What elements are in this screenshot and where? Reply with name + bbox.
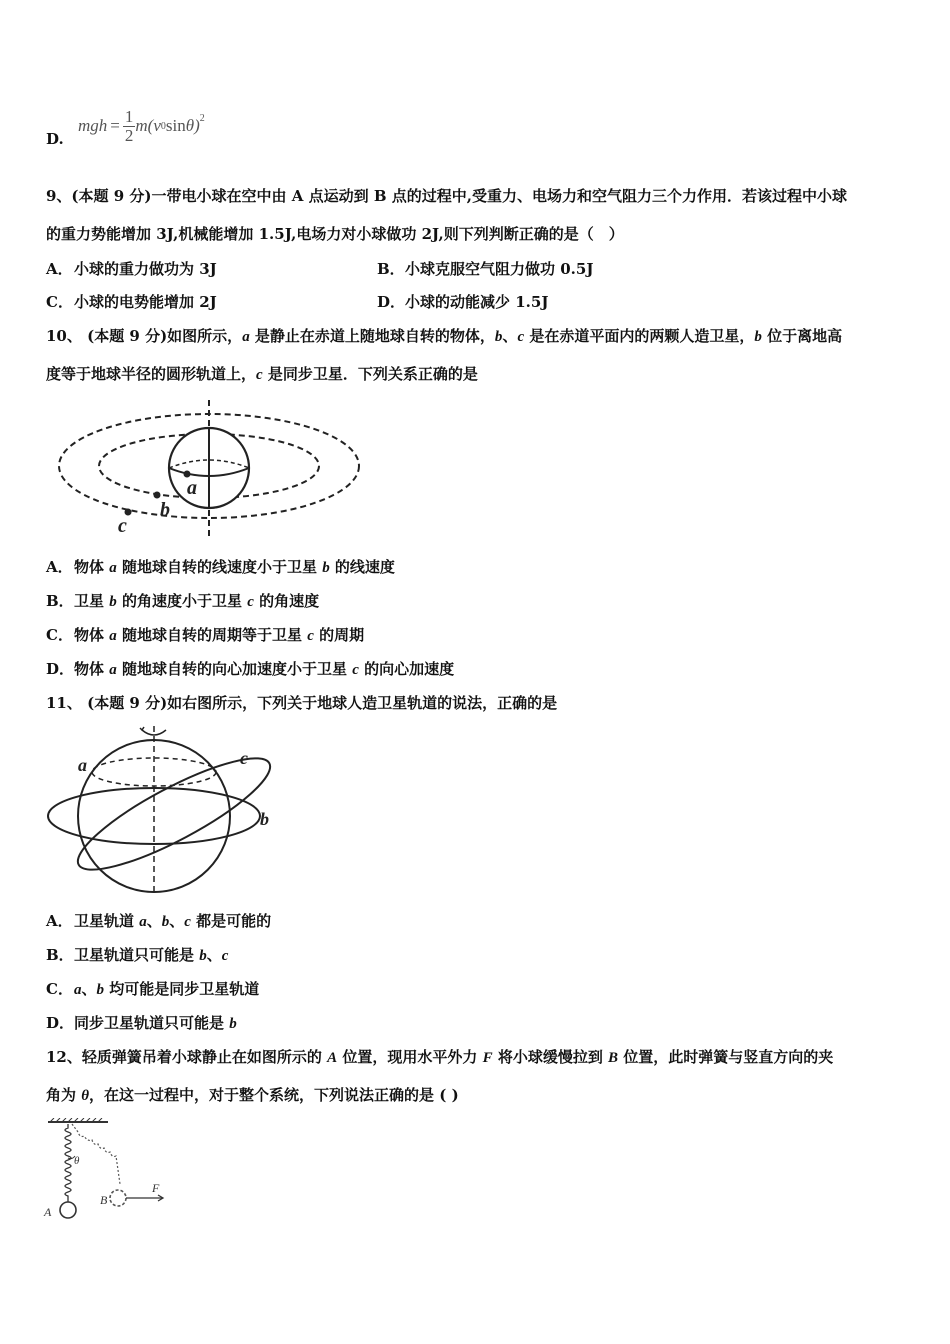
q12-ball-b — [110, 1190, 126, 1206]
q9-line-2: 的重力势能增加 3J,机械能增加 1.5J,电场力对小球做功 2J,则下列判断正确的是（ ） — [46, 225, 624, 243]
q12-spring-vertical — [65, 1124, 71, 1202]
q10-option-a: A．物体 a 随地球自转的线速度小于卫星 b 的线速度 — [46, 558, 395, 576]
q12-spring-figure — [42, 1118, 172, 1224]
q10-point-b — [154, 492, 161, 499]
q12-ball-a — [60, 1202, 76, 1218]
q10-label-b: b — [160, 499, 170, 521]
q9-line-1: 9、(本题 9 分)一带电小球在空中由 A 点运动到 B 点的过程中,受重力、电场力和空气阻力三个力作用．若该过程中小球 — [46, 187, 847, 205]
q12-spring-tilted — [72, 1124, 120, 1184]
q12-label-b: B — [100, 1193, 108, 1207]
q11-satellite-orbit-figure — [44, 720, 284, 898]
q12-label-theta: θ — [74, 1155, 80, 1167]
q10-option-b: B．卫星 b 的角速度小于卫星 c 的角速度 — [46, 592, 320, 610]
q11-label-c: c — [240, 748, 248, 768]
q12-line-1: 12、轻质弹簧吊着小球静止在如图所示的 A 位置，现用水平外力 F 将小球缓慢拉到 B 位置，此时弹簧与竖直方向的夹 — [46, 1048, 834, 1066]
q10-label-a: a — [187, 477, 197, 499]
q11-label-b: b — [260, 809, 269, 829]
q10-orbit-figure — [52, 398, 362, 538]
q11-option-c: C．a、b 均可能是同步卫星轨道 — [46, 980, 260, 998]
q12-line-2: 角为 θ，在这一过程中，对于整个系统，下列说法正确的是 ( ) — [46, 1086, 459, 1104]
q11-option-a: A．卫星轨道 a、b、c 都是可能的 — [46, 912, 272, 930]
q10-label-c: c — [118, 515, 127, 537]
q11-label-a: a — [78, 755, 87, 775]
q9-option-a: A．小球的重力做功为 3J — [46, 260, 217, 278]
q8-formula: mgh = $\frac{1}{2}$ m( v 0 sin θ ) $^2$ — [78, 106, 205, 145]
q11-option-d: D．同步卫星轨道只可能是 b — [46, 1014, 237, 1032]
q12-label-a: A — [44, 1205, 52, 1219]
q8-fraction: $\frac{1}{2}$ — [124, 106, 134, 145]
q10-line-1: 10、 (本题 9 分)如图所示，a 是静止在赤道上随地球自转的物体，b、c 是在赤道平面内的两颗人造卫星，b 位于离地高 — [46, 327, 843, 345]
q10-option-c: C．物体 a 随地球自转的周期等于卫星 c 的周期 — [46, 626, 365, 644]
q9-option-d: D．小球的动能减少 1.5J — [377, 293, 549, 311]
q12-label-f: F — [152, 1181, 160, 1195]
q9-option-b: B．小球克服空气阻力做功 0.5J — [377, 260, 594, 278]
q10-line-2: 度等于地球半径的圆形轨道上，c 是同步卫星．下列关系正确的是 — [46, 365, 478, 383]
q10-option-d: D．物体 a 随地球自转的向心加速度小于卫星 c 的向心加速度 — [46, 660, 455, 678]
q11-option-b: B．卫星轨道只可能是 b、c — [46, 946, 229, 964]
q11-line-1: 11、 (本题 9 分)如右图所示，下列关于地球人造卫星轨道的说法，正确的是 — [46, 694, 558, 712]
q8-option-d-label: D. — [46, 130, 64, 148]
q9-option-c: C．小球的电势能增加 2J — [46, 293, 217, 311]
